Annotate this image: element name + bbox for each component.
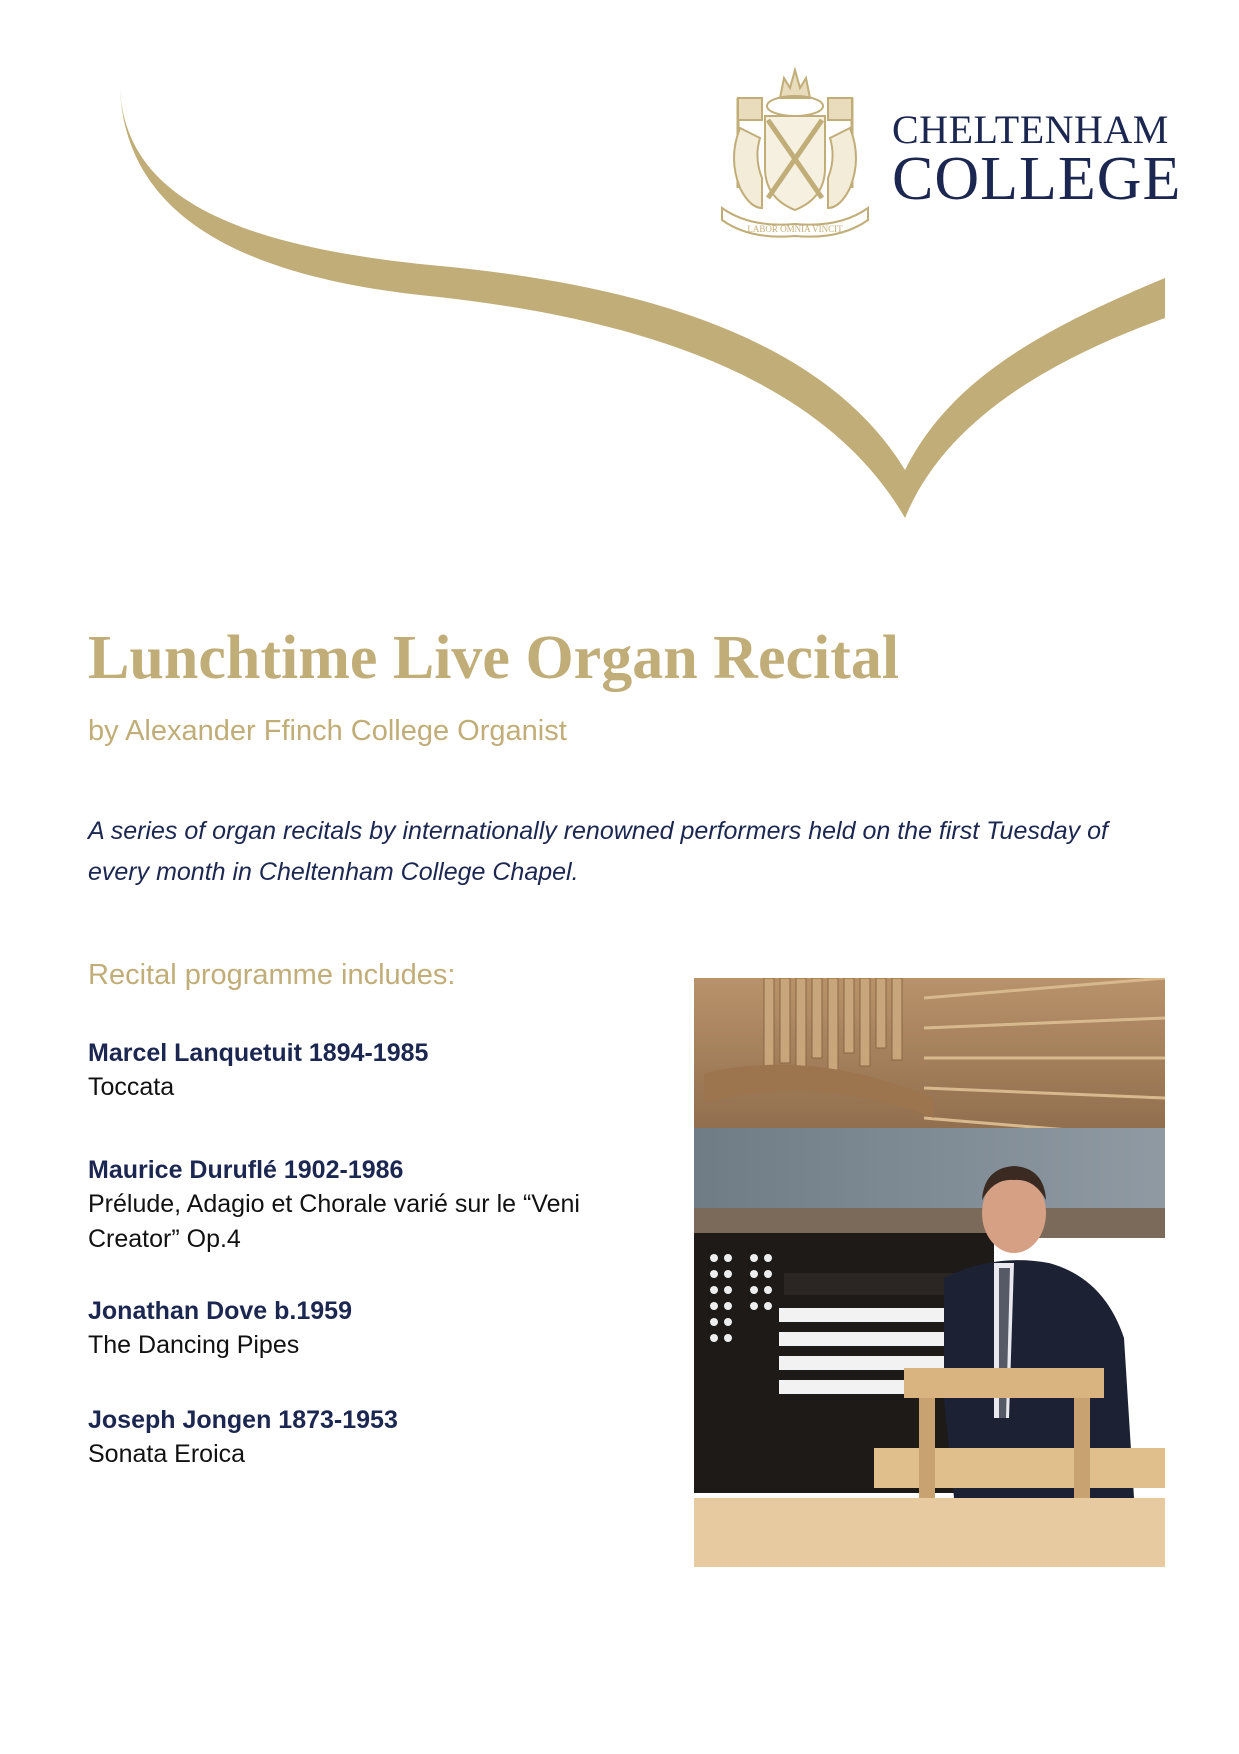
work-title: Sonata Eroica	[88, 1440, 246, 1468]
programme-item	[88, 1403, 648, 1472]
page-title: Lunchtime Live Organ Recital	[88, 624, 900, 692]
work-title: Prélude, Adagio et Chorale varié sur le “Veni Creator” Op.4	[88, 1190, 580, 1253]
programme-item	[88, 1153, 648, 1257]
work-title: The Dancing Pipes	[88, 1331, 300, 1359]
composer-name: Marcel Lanquetuit 1894-1985	[88, 1039, 429, 1067]
composer-name: Maurice Duruflé 1902-1986	[88, 1156, 404, 1184]
organist-photo	[694, 978, 1165, 1567]
gold-swoosh-graphic	[0, 0, 1239, 560]
composer-name: Jonathan Dove b.1959	[88, 1297, 352, 1325]
college-crest-logo	[710, 58, 880, 240]
work-title: Toccata	[88, 1073, 175, 1101]
programme-item	[88, 1036, 648, 1105]
motto-text: LABOR OMNIA VINCIT	[747, 224, 843, 234]
wordmark-cheltenham: CHELTENHAM	[892, 107, 1169, 152]
programme-item	[88, 1294, 648, 1363]
composer-name: Joseph Jongen 1873-1953	[88, 1406, 398, 1434]
programme-heading: Recital programme includes:	[88, 959, 456, 991]
page-subtitle: by Alexander Ffinch College Organist	[88, 715, 567, 747]
college-wordmark	[892, 107, 1182, 213]
wordmark-college: COLLEGE	[892, 145, 1182, 213]
intro-paragraph: A series of organ recitals by internationally renowned performers held on the first Tuesday of every month in Cheltenham College Chapel.	[88, 817, 1108, 886]
